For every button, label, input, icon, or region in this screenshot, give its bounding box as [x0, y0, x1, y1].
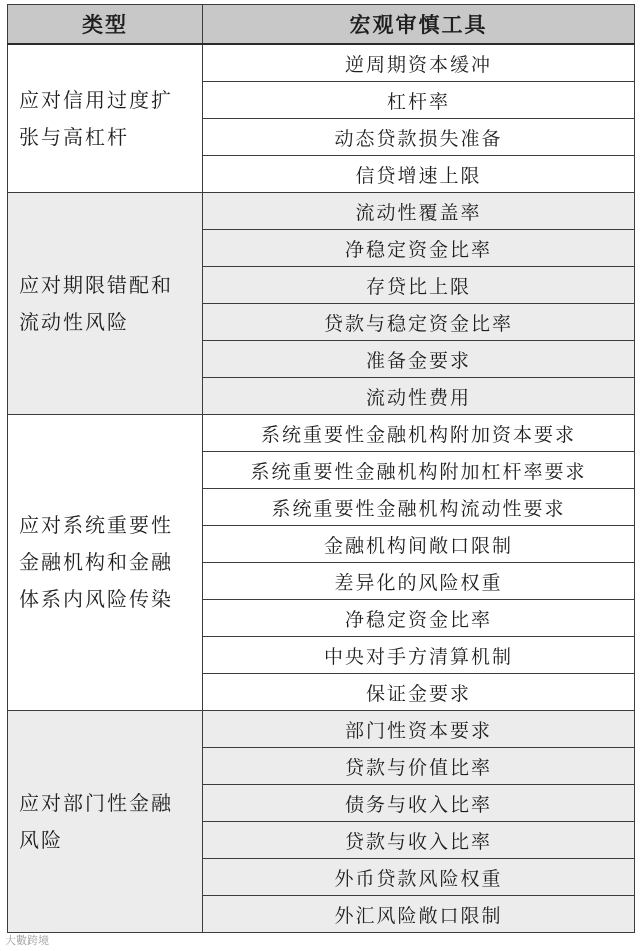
tool-cell: 流动性覆盖率: [203, 193, 635, 230]
table-row: [8, 44, 635, 82]
tool-cell: 净稳定资金比率: [203, 230, 635, 267]
tool-cell: 系统重要性金融机构附加杠杆率要求: [203, 452, 635, 489]
tool-cell: 系统重要性金融机构附加资本要求: [203, 415, 635, 452]
header-tool: 宏观审慎工具: [203, 5, 635, 45]
tool-cell: 金融机构间敞口限制: [203, 526, 635, 563]
tool-cell: 系统重要性金融机构流动性要求: [203, 489, 635, 526]
tool-cell: 外汇风险敞口限制: [203, 896, 635, 933]
header-row: [8, 5, 635, 45]
tool-cell: 存贷比上限: [203, 267, 635, 304]
tool-cell: 净稳定资金比率: [203, 600, 635, 637]
tool-cell: 中央对手方清算机制: [203, 637, 635, 674]
table-row: [8, 193, 635, 230]
category-label: 应对系统重要性金融机构和金融体系内风险传染: [19, 513, 173, 611]
tool-cell: 贷款与稳定资金比率: [203, 304, 635, 341]
tool-cell: 逆周期资本缓冲: [203, 44, 635, 82]
tool-cell: 部门性资本要求: [203, 711, 635, 748]
macroprudential-tools-table: [7, 4, 635, 933]
watermark: 大數跨境: [5, 934, 49, 947]
category-cell: [8, 415, 203, 711]
category-label: 应对期限错配和流动性风险: [19, 272, 173, 334]
tool-cell: 外币贷款风险权重: [203, 859, 635, 896]
tool-cell: 债务与收入比率: [203, 785, 635, 822]
tool-cell: 保证金要求: [203, 674, 635, 711]
tool-cell: 杠杆率: [203, 82, 635, 119]
tool-cell: 贷款与价值比率: [203, 748, 635, 785]
category-cell: [8, 711, 203, 933]
table-row: [8, 415, 635, 452]
category-label: 应对部门性金融风险: [19, 790, 173, 852]
tool-cell: 动态贷款损失准备: [203, 119, 635, 156]
tool-cell: 贷款与收入比率: [203, 822, 635, 859]
tool-cell: 差异化的风险权重: [203, 563, 635, 600]
tool-cell: 准备金要求: [203, 341, 635, 378]
tool-cell: 流动性费用: [203, 378, 635, 415]
tool-cell: 信贷增速上限: [203, 156, 635, 193]
category-cell: [8, 193, 203, 415]
category-cell: [8, 44, 203, 193]
category-label: 应对信用过度扩张与高杠杆: [19, 87, 173, 149]
header-type: 类型: [8, 5, 203, 45]
table-row: [8, 711, 635, 748]
